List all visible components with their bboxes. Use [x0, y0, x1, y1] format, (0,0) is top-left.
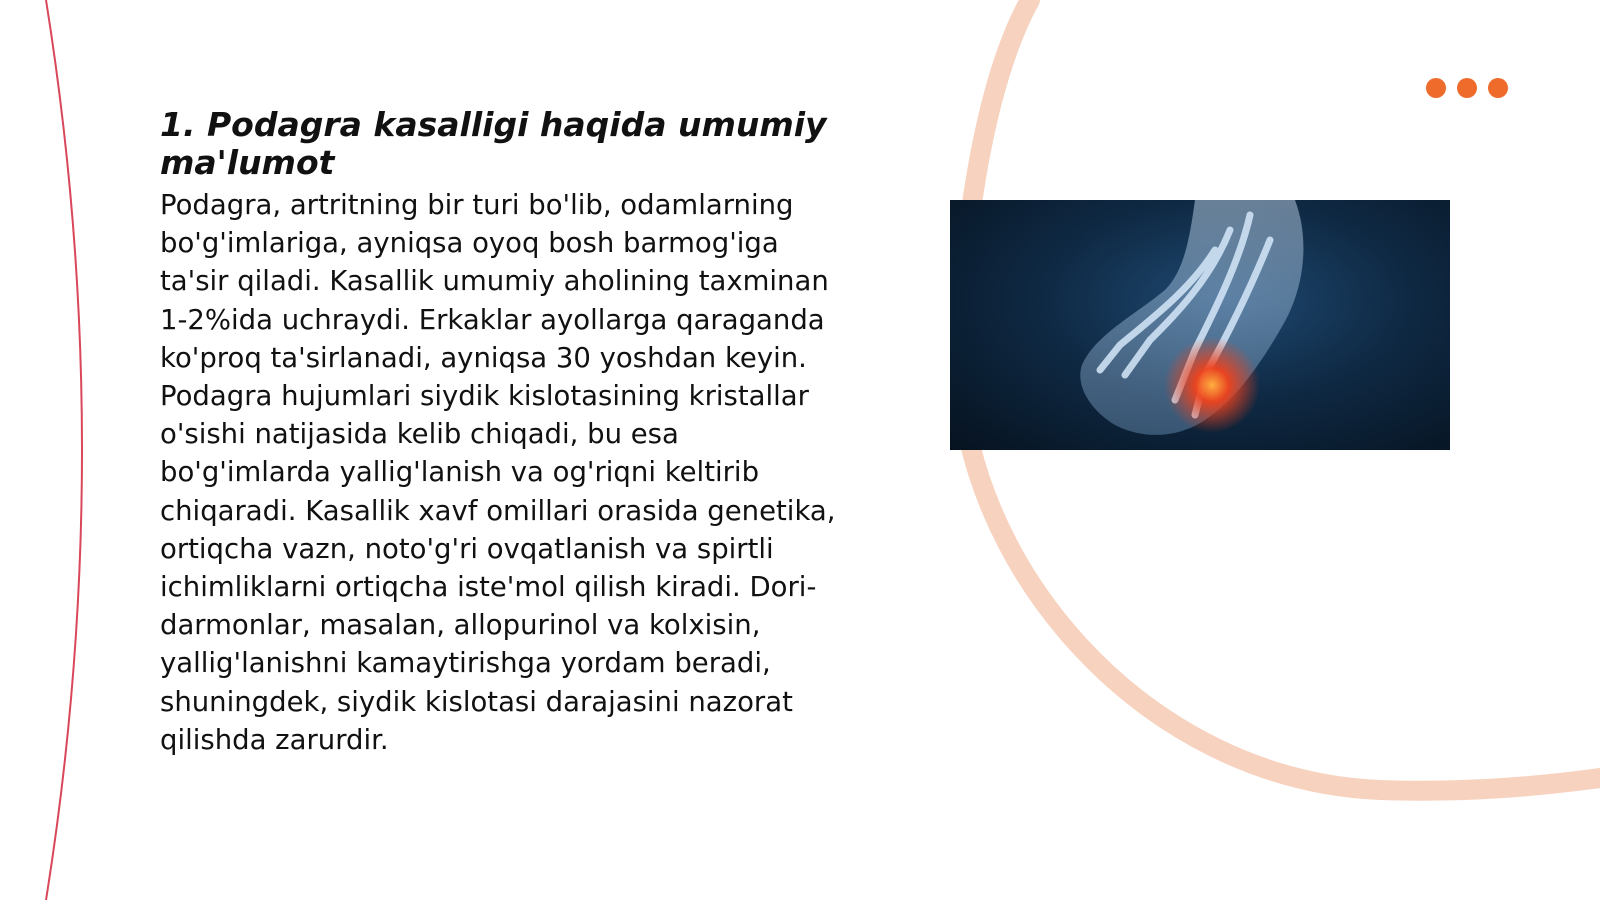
slide-title: 1. Podagra kasalligi haqida umumiy ma'lumot [160, 105, 827, 182]
dot-2 [1457, 78, 1477, 98]
foot-skeleton-illustration [950, 200, 1450, 450]
inflammation-glow [1164, 337, 1260, 433]
dot-1 [1426, 78, 1446, 98]
left-curve-line [46, 0, 82, 900]
gout-foot-image [950, 200, 1450, 450]
slide-body-text: Podagra, artritning bir turi bo'lib, odamlarning bo'g'imlariga, ayniqsa oyoq bosh barmog'iga ta'sir qiladi. Kasallik umumiy aholining taxminan 1-2%ida uchraydi. Erkaklar ayollarga qaraganda ko'proq ta'sirlanadi, ayniqsa 30 yoshdan keyin. Podagra hujumlari siydik kislotasining kristallar o'sishi natijasida kelib chiqadi, bu esa bo'g'imlarda yallig'lanish va og'riqni keltirib chiqaradi. Kasallik xavf omillari orasida genetika, ortiqcha vazn, noto'g'ri ovqatlanish va spirtli ichimliklarni ortiqcha iste'mol qilish kiradi. Dori-darmonlar, masalan, allopurinol va kolxisin, yallig'lanishni kamaytirishga yordam beradi, shuningdek, siydik kislotasi darajasini nazorat qilishda zarurdir. [160, 189, 836, 756]
decorative-dots [1426, 78, 1508, 98]
dot-3 [1488, 78, 1508, 98]
